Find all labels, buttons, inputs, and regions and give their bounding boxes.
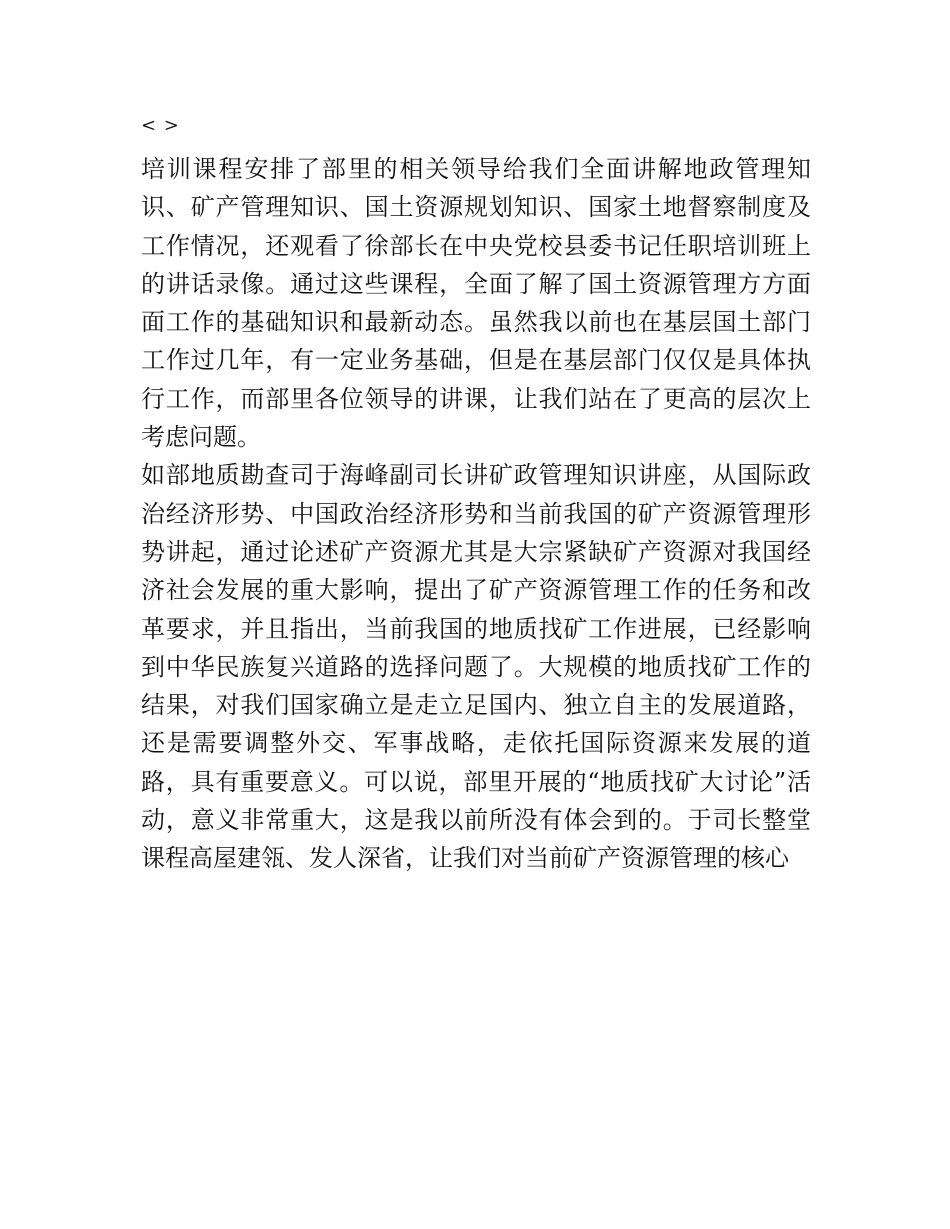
document-body	[141, 112, 811, 878]
paragraph-training-courses: 培训课程安排了部里的相关领导给我们全面讲解地政管理知识、矿产管理知识、国土资源规划知识、国家土地督察制度及工作情况，还观看了徐部长在中央党校县委书记任职培训班上的讲话录像。通过这些课程，全面了解了国土资源管理方方面面工作的基础知识和最新动态。虽然我以前也在基层国土部门工作过几年，有一定业务基础，但是在基层部门仅仅是具体执行工作，而部里各位领导的讲课，让我们站在了更高的层次上考虑问题。	[141, 155, 811, 452]
section-marker: < >	[141, 115, 180, 136]
paragraph-mineral-lecture: 如部地质勘查司于海峰副司长讲矿政管理知识讲座，从国际政治经济形势、中国政治经济形势和当前我国的矿产资源管理形势讲起，通过论述矿产资源尤其是大宗紧缺矿产资源对我国经济社会发展的重大影响，提出了矿产资源管理工作的任务和改革要求，并且指出，当前我国的地质找矿工作进展，已经影响到中华民族复兴道路的选择问题了。大规模的地质找矿工作的结果，对我们国家确立是走立足国内、独立自主的发展道路，还是需要调整外交、军事战略，走依托国际资源来发展的道路，具有重要意义。可以说，部里开展的“地质找矿大讨论”活动，意义非常重大，这是我以前所没有体会到的。于司长整堂课程高屋建瓴、发人深省，让我们对当前矿产资源管理的核心	[141, 461, 811, 873]
